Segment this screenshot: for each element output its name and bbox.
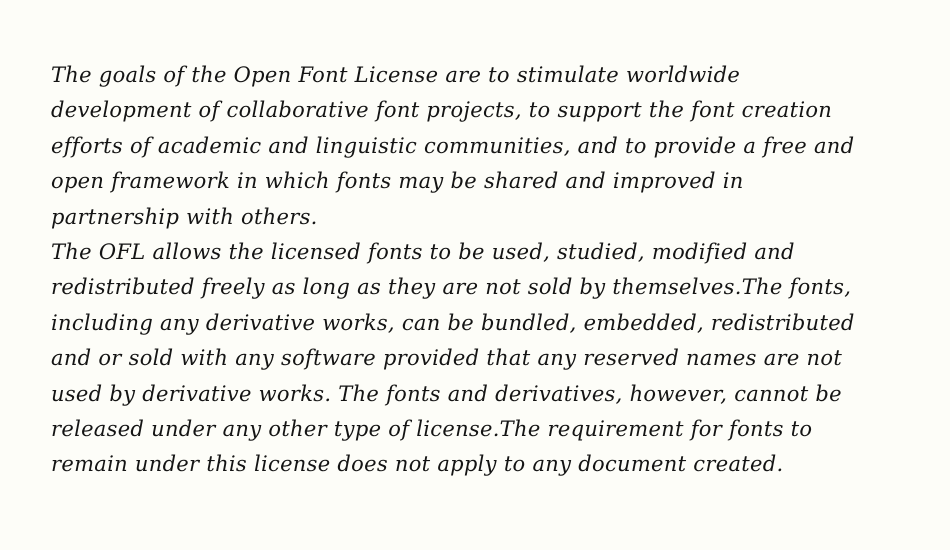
text-line: released under any other type of license.The requirement for fonts to bbox=[51, 416, 813, 441]
paragraph-goals bbox=[51, 58, 921, 235]
text-line: and or sold with any software provided that any reserved names are not bbox=[51, 346, 843, 371]
text-line: development of collaborative font projects, to support the font creation bbox=[51, 98, 833, 123]
text-line: remain under this license does not apply to any document created. bbox=[51, 452, 784, 477]
paragraph-ofl-terms bbox=[51, 235, 921, 483]
text-line: efforts of academic and linguistic communities, and to provide a free and bbox=[51, 133, 855, 158]
text-line: The OFL allows the licensed fonts to be used, studied, modified and bbox=[51, 239, 795, 264]
text-line: including any derivative works, can be bundled, embedded, redistributed bbox=[51, 310, 855, 335]
text-line: open framework in which fonts may be shared and improved in bbox=[51, 169, 744, 194]
text-line: redistributed freely as long as they are not sold by themselves.The fonts, bbox=[51, 275, 852, 300]
license-text-block bbox=[51, 58, 921, 483]
text-line: partnership with others. bbox=[51, 204, 318, 229]
text-line: used by derivative works. The fonts and derivatives, however, cannot be bbox=[51, 381, 842, 406]
text-line: The goals of the Open Font License are to stimulate worldwide bbox=[51, 63, 741, 87]
